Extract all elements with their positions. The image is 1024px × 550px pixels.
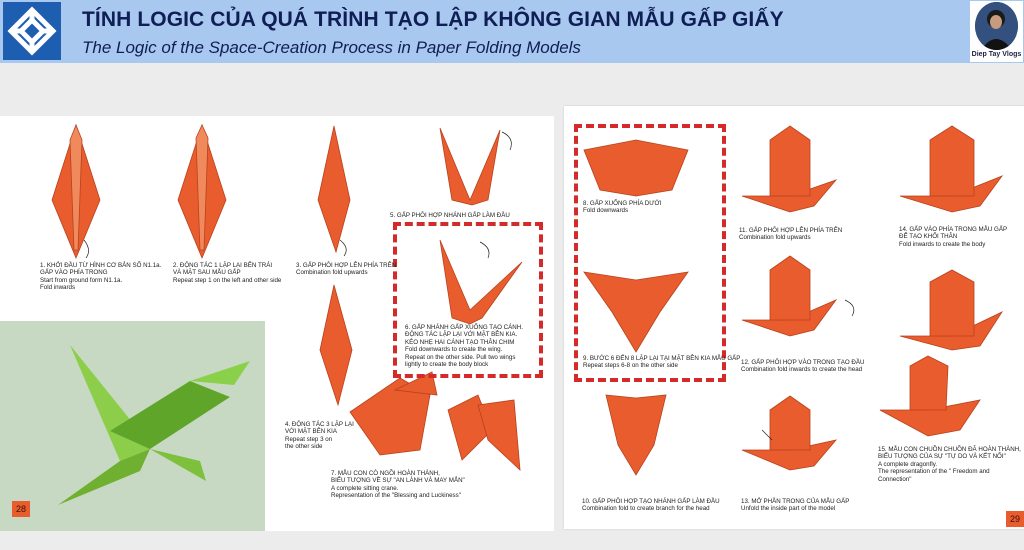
channel-name: Diep Tay Vlogs [971, 51, 1022, 58]
page-number-left: 28 [12, 501, 30, 517]
step-caption: 12. GẤP PHÔI HỢP VÀO TRONG TẠO ĐẦU Combination fold inwards to create the head [741, 359, 865, 374]
step-caption: 7. MẪU CON CÒ NGỒI HOÀN THÀNH, BIỂU TƯỢNG VỀ SỰ "AN LÀNH VÀ MAY MẮN" A complete sitting crane. Representation of the "Blessing and Luckiness" [331, 470, 465, 500]
channel-badge [970, 1, 1023, 62]
step-caption: 11. GẤP PHÔI HỢP LÊN PHÍA TRÊN Combination fold upwards [739, 227, 843, 242]
step-caption: 3. GẤP PHÔI HỢP LÊN PHÍA TRÊN Combination fold upwards [296, 262, 397, 277]
step-caption: 4. ĐỘNG TÁC 3 LẶP LẠI VỚI MẶT BÊN KIA Repeat step 3 on the other side [285, 421, 354, 451]
step-caption: 1. KHỞI ĐẦU TỪ HÌNH CƠ BẢN SỐ N1.1a. GẤP VÀO PHÍA TRONG Start from ground form N1.1a. Fold inwards [40, 262, 162, 292]
step-caption: 15. MẪU CON CHUỒN CHUỒN ĐÃ HOÀN THÀNH, BIỂU TƯỢNG CỦA SỰ "TỰ DO VÀ KẾT NỐI" A complete dragonfly. The representation of the " Freedom and Connection" [878, 446, 1021, 483]
brand-logo-icon [3, 2, 61, 60]
page-subtitle: The Logic of the Space-Creation Process in Paper Folding Models [82, 38, 581, 57]
step-caption: 9. BƯỚC 6 ĐẾN 8 LẶP LẠI TẠI MẶT BÊN KIA MẪU GẤP Repeat steps 6-8 on the other side [583, 355, 741, 370]
highlight-frame [574, 124, 726, 382]
page-number-right: 29 [1006, 511, 1024, 527]
step-caption: 10. GẤP PHÔI HỢP TẠO NHÁNH GẤP LÀM ĐẦU Combination fold to create branch for the head [582, 498, 720, 513]
crane-photo [0, 321, 265, 531]
avatar [975, 2, 1018, 50]
left-page [0, 116, 554, 531]
step-caption: 2. ĐỘNG TÁC 1 LẶP LẠI BÊN TRÁI VÀ MẶT SAU MẪU GẤP Repeat step 1 on the left and other side [173, 262, 282, 284]
step-caption: 14. GẤP VÀO PHÍA TRONG MẪU GẤP ĐỂ TẠO KHỐI THÂN Fold inwards to create the body [899, 226, 1008, 248]
right-page [564, 106, 1024, 529]
step-caption: 5. GẤP PHÔI HỢP NHÁNH GẤP LÀM ĐẦU [390, 212, 510, 219]
step-caption: 8. GẤP XUỐNG PHÍA DƯỚI Fold downwards [583, 200, 662, 215]
header-banner [0, 0, 1024, 63]
step-caption: 13. MỞ PHẦN TRONG CỦA MẪU GẤP Unfold the inside part of the model [741, 498, 850, 513]
step-caption: 6. GẤP NHÁNH GẤP XUỐNG TẠO CÁNH. ĐỘNG TÁC LẶP LẠI VỚI MẶT BÊN KIA. KÉO NHẸ HAI CÁNH TẠO THÂN CHIM Fold downwards to create the wing. Repeat on the other side. Pull two wings lightly to create the body block [405, 324, 523, 369]
page-title: TÍNH LOGIC CỦA QUÁ TRÌNH TẠO LẬP KHÔNG GIAN MẪU GẤP GIẤY [82, 8, 784, 31]
